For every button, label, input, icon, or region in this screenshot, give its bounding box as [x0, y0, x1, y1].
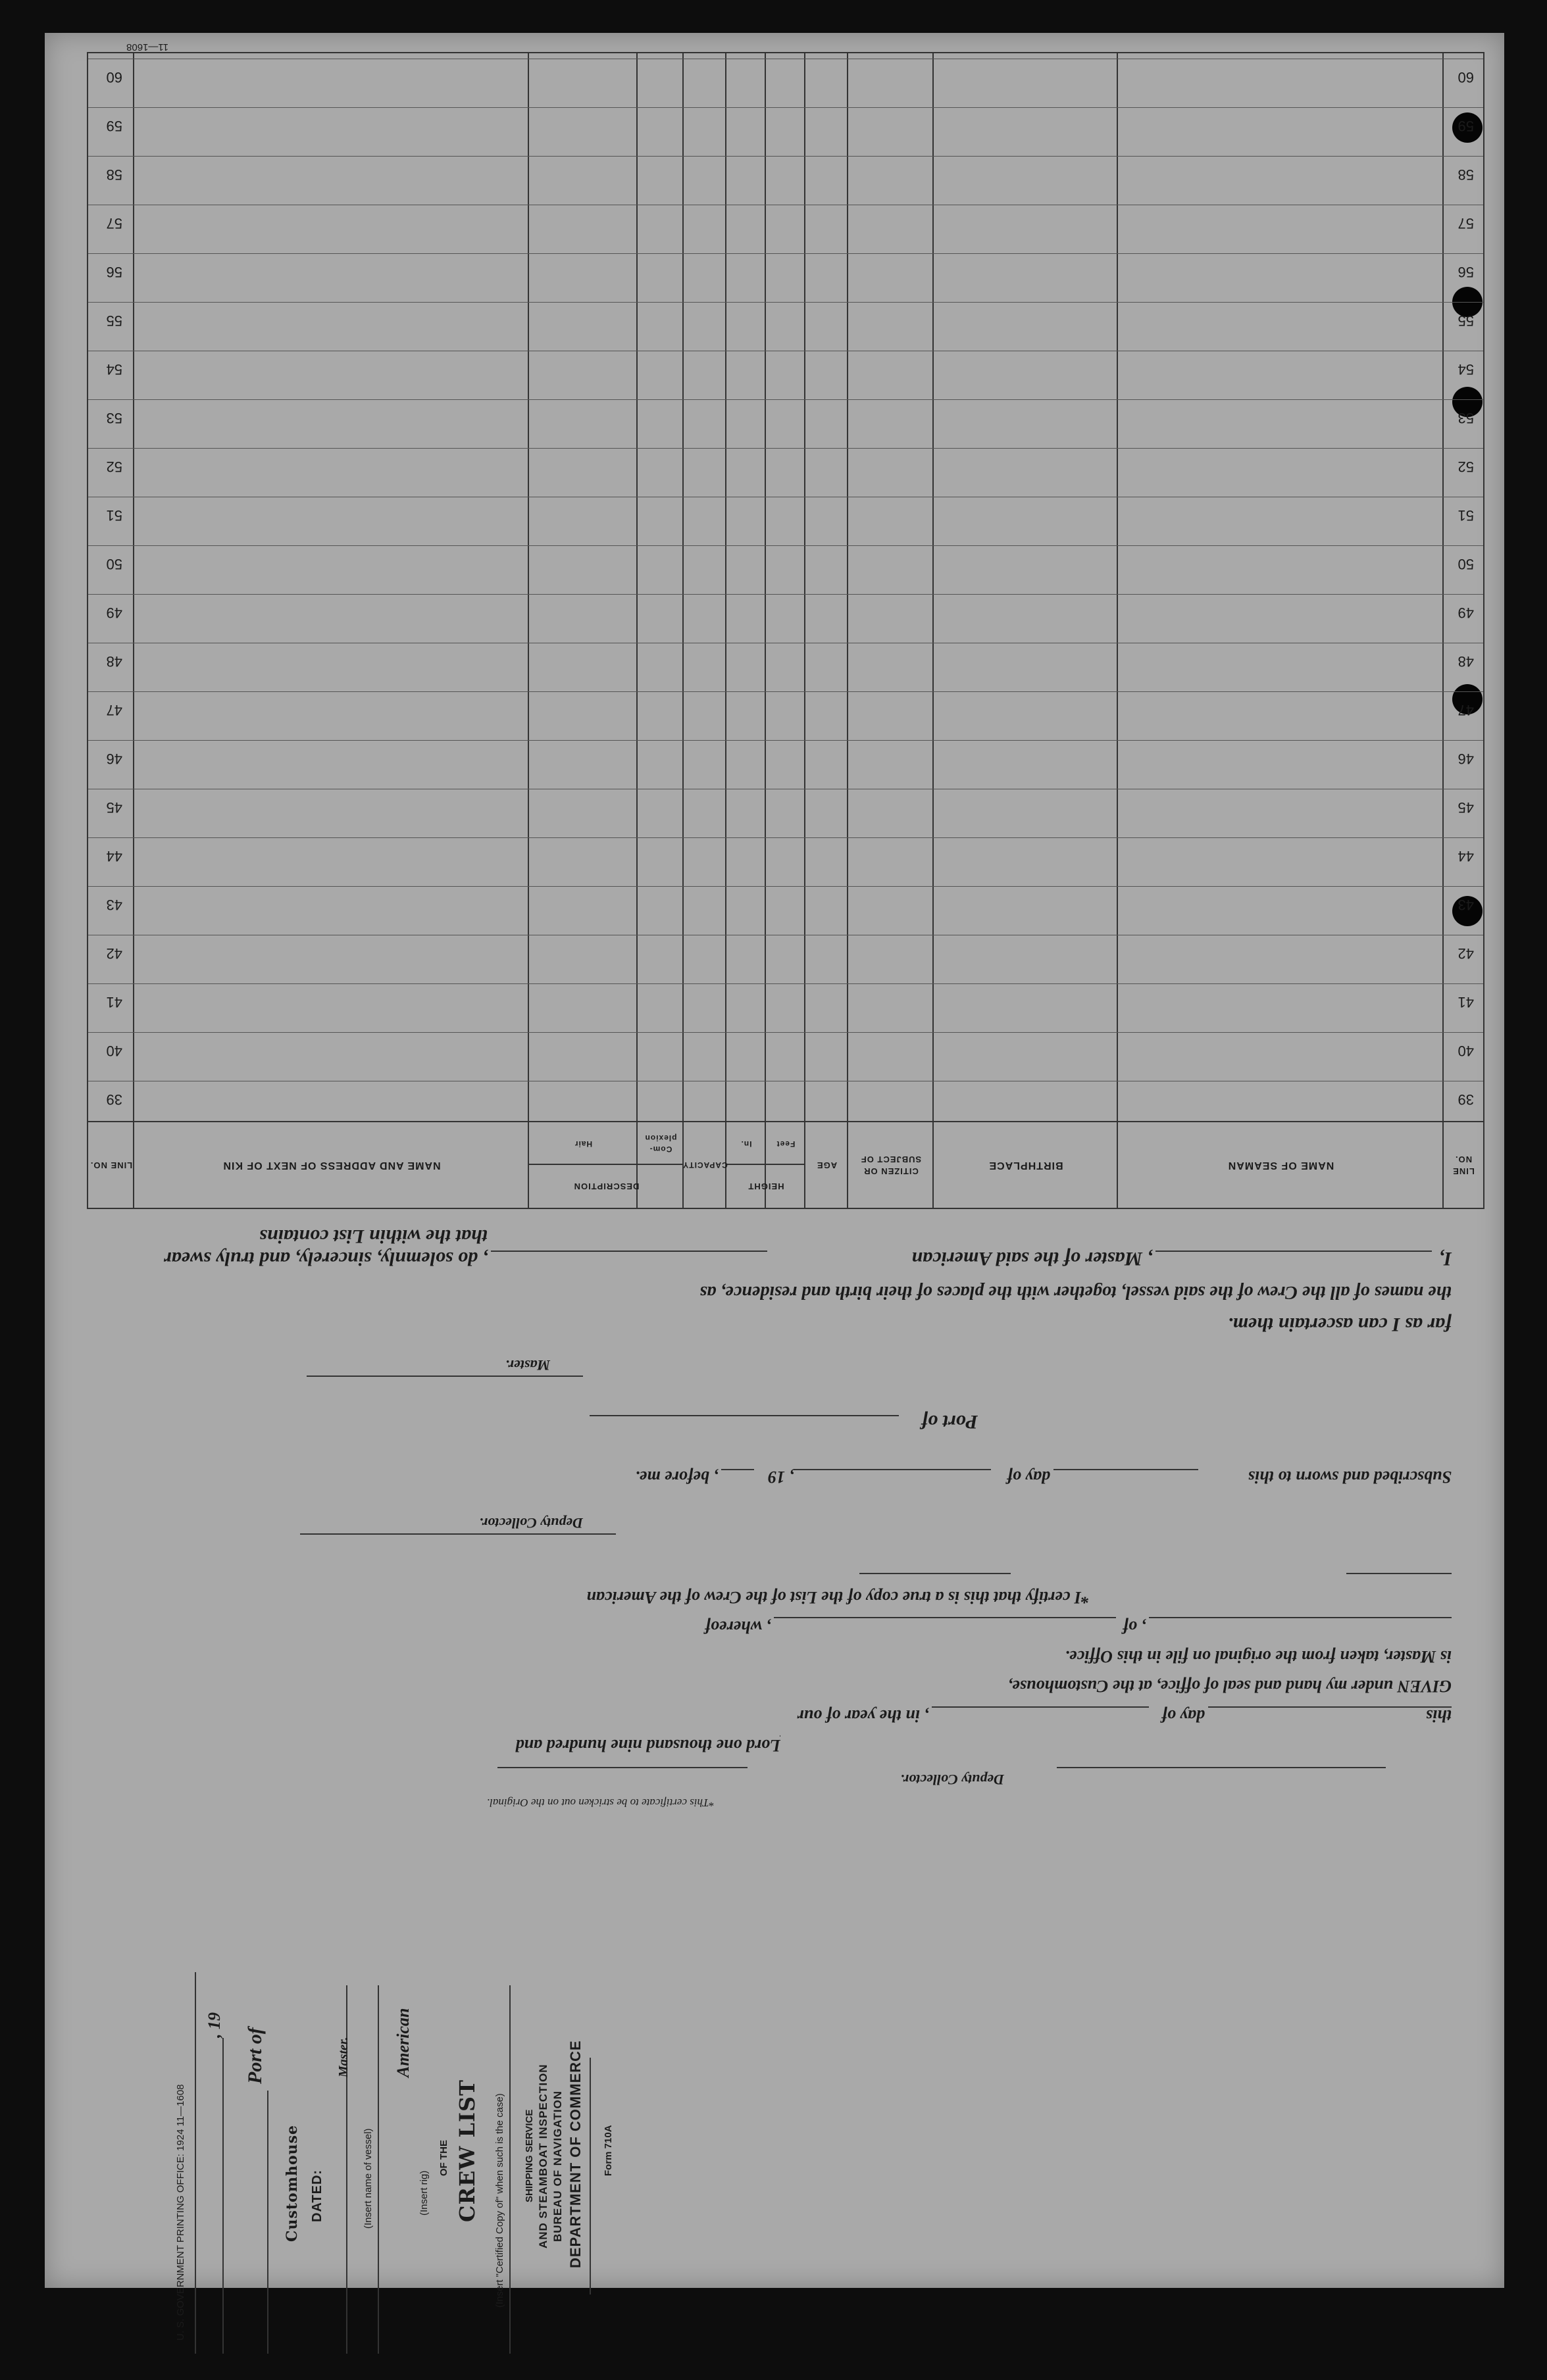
table-row	[88, 107, 1483, 149]
table-row	[88, 594, 1483, 635]
vessel-hint: (Insert name of vessel)	[363, 2128, 374, 2229]
line-number-right: 41	[106, 994, 122, 1010]
oath-master-of: , Master of the said American	[911, 1248, 1152, 1270]
line-number-right: 54	[106, 361, 122, 378]
table-row	[88, 156, 1483, 197]
cert-whereof: , whereof	[705, 1618, 771, 1637]
next-of-kin-header: NAME AND ADDRESS OF NEXT OF KIN	[222, 1159, 441, 1171]
line-number: 53	[1458, 410, 1474, 426]
table-row	[88, 1032, 1483, 1074]
oath-line3: the names of all the Crew of the said vessel, together with the places of their birth and residence, as	[699, 1282, 1452, 1302]
cert-line3: is Master, taken from the original on file in this Office.	[1065, 1647, 1452, 1666]
before-me: , before me.	[635, 1468, 718, 1487]
line-number-right: 40	[106, 1043, 122, 1059]
line-number: 54	[1458, 361, 1474, 378]
feet-header: Feet	[776, 1139, 796, 1149]
oath-line4: far as I can ascertain them.	[1227, 1314, 1452, 1335]
rig-hint: (Insert rig)	[418, 2170, 430, 2216]
line-number-right: 39	[106, 1091, 122, 1108]
cert-this: this	[1425, 1706, 1452, 1725]
cert-line6: Lord one thousand nine hundred and	[515, 1736, 780, 1755]
line-number-right: 56	[106, 264, 122, 280]
line-no-header: LINE NO.	[1452, 1154, 1475, 1176]
line-number-right: 57	[106, 215, 122, 232]
printer-line: U. S. GOVERNMENT PRINTING OFFICE: 1924 11—1608	[175, 2084, 186, 2341]
table-row	[88, 497, 1483, 538]
subscribed-text: Subscribed and sworn to this	[1248, 1468, 1452, 1487]
line-number: 42	[1458, 945, 1474, 962]
capacity-header: CAPACITY	[682, 1160, 728, 1170]
line-number-right: 42	[106, 945, 122, 962]
line-number-right: 46	[106, 751, 122, 767]
birthplace-header: BIRTHPLACE	[988, 1159, 1063, 1171]
cert-line1: *I certify that this is a true copy of the List of the Crew of the American	[586, 1588, 1090, 1607]
table-row	[88, 643, 1483, 684]
table-row	[88, 59, 1483, 100]
line-number-right: 52	[106, 459, 122, 475]
table-row	[88, 351, 1483, 392]
line-number-right: 45	[106, 799, 122, 816]
scanned-page	[45, 33, 1504, 2341]
description-header: DESCRIPTION	[573, 1181, 640, 1192]
line-number: 44	[1458, 848, 1474, 864]
crew-list-title: CREW LIST	[455, 2079, 480, 2222]
table-row	[88, 886, 1483, 928]
customhouse-label: Customhouse	[284, 2124, 301, 2242]
line-number-right: 44	[106, 848, 122, 864]
line-number-right: 49	[106, 605, 122, 621]
of-the: OF THE	[438, 2140, 449, 2176]
back-master: Master.	[336, 2037, 351, 2077]
complexion-header: Com-plexion	[644, 1133, 677, 1154]
line-number: 51	[1458, 507, 1474, 524]
shipping-service: SHIPPING SERVICE	[524, 2109, 535, 2202]
line-number-right: 48	[106, 653, 122, 670]
table-row	[88, 545, 1483, 587]
line-number: 47	[1458, 702, 1474, 718]
line-number: 45	[1458, 799, 1474, 816]
line-number: 56	[1458, 264, 1474, 280]
line-number: 48	[1458, 653, 1474, 670]
line-number-right: 43	[106, 897, 122, 913]
bureau-line2: AND STEAMBOAT INSPECTION	[537, 2064, 549, 2248]
table-row	[88, 691, 1483, 733]
cert-day-of: day of	[1161, 1706, 1205, 1725]
line-number: 39	[1458, 1091, 1474, 1108]
line-number-right: 55	[106, 312, 122, 329]
line-number-right: 58	[106, 166, 122, 183]
inches-header: In.	[740, 1139, 752, 1149]
table-row	[88, 205, 1483, 246]
citizen-header: CITIZEN OR SUBJECT OF	[860, 1154, 922, 1176]
line-number: 59	[1458, 118, 1474, 134]
subscribed-day-of: day of	[1007, 1468, 1050, 1487]
form-number: Form 710A	[603, 2125, 614, 2176]
subscribed-year: , 19	[768, 1468, 794, 1487]
back-american: American	[393, 2008, 413, 2077]
cert-line4: GIVEN under my hand and seal of office, at the Customhouse,	[1007, 1677, 1452, 1696]
line-number-right: 59	[106, 118, 122, 134]
cert-of: , of	[1123, 1618, 1146, 1637]
back-label	[149, 1722, 622, 2380]
bureau-line1: BUREAU OF NAVIGATION	[551, 2091, 564, 2242]
back-port-of: Port of	[244, 2027, 266, 2084]
table-row	[88, 448, 1483, 489]
name-header: NAME OF SEAMAN	[1227, 1159, 1334, 1171]
crew-list-form	[45, 33, 1504, 2341]
department-line: DEPARTMENT OF COMMERCE	[567, 2040, 584, 2268]
line-number: 46	[1458, 751, 1474, 767]
line-number: 43	[1458, 897, 1474, 913]
table-row	[88, 935, 1483, 976]
cert-deputy-collector: Deputy Collector.	[900, 1772, 1004, 1788]
line-number-right: 51	[106, 507, 122, 524]
hair-header: Hair	[574, 1139, 593, 1149]
crew-table	[87, 52, 1484, 1209]
table-row	[88, 837, 1483, 879]
cert-footnote: *This certificate to be stricken out on the Original.	[486, 1797, 715, 1809]
line-number: 58	[1458, 166, 1474, 183]
line-number: 41	[1458, 994, 1474, 1010]
line-number-right: 60	[106, 69, 122, 86]
age-header: AGE	[816, 1160, 838, 1170]
table-row	[88, 302, 1483, 343]
table-row	[88, 983, 1483, 1025]
line-number: 55	[1458, 312, 1474, 329]
dated-label: DATED:	[310, 2169, 324, 2222]
line-number-right: 53	[106, 410, 122, 426]
certified-hint: (Insert "Certified Copy of" when such is the case)	[494, 2093, 505, 2308]
line-number: 50	[1458, 556, 1474, 572]
line-number: 60	[1458, 69, 1474, 86]
line-number-right: 50	[106, 556, 122, 572]
footer-code: 11—1608	[126, 41, 168, 53]
line-number: 52	[1458, 459, 1474, 475]
line-number: 57	[1458, 215, 1474, 232]
oath-port-of: Port of	[921, 1411, 978, 1433]
table-row	[88, 253, 1483, 295]
oath-i: I,	[1438, 1248, 1452, 1270]
table-row	[88, 789, 1483, 830]
line-number: 40	[1458, 1043, 1474, 1059]
master-signature-label: Master.	[505, 1357, 550, 1374]
oath-swear: , do solemnly, sincerely, and truly swear that the within List contains	[164, 1226, 488, 1270]
height-header: HEIGHT	[748, 1181, 784, 1192]
table-row	[88, 1081, 1483, 1122]
line-number: 49	[1458, 605, 1474, 621]
table-row	[88, 399, 1483, 441]
oath-deputy-collector: Deputy Collector.	[479, 1515, 583, 1531]
line-no-header-right: LINE NO.	[89, 1160, 133, 1170]
line-number-right: 47	[106, 702, 122, 718]
cert-year-of: , in the year of our	[797, 1706, 928, 1725]
back-year: , 19	[205, 2012, 224, 2038]
table-row	[88, 740, 1483, 781]
